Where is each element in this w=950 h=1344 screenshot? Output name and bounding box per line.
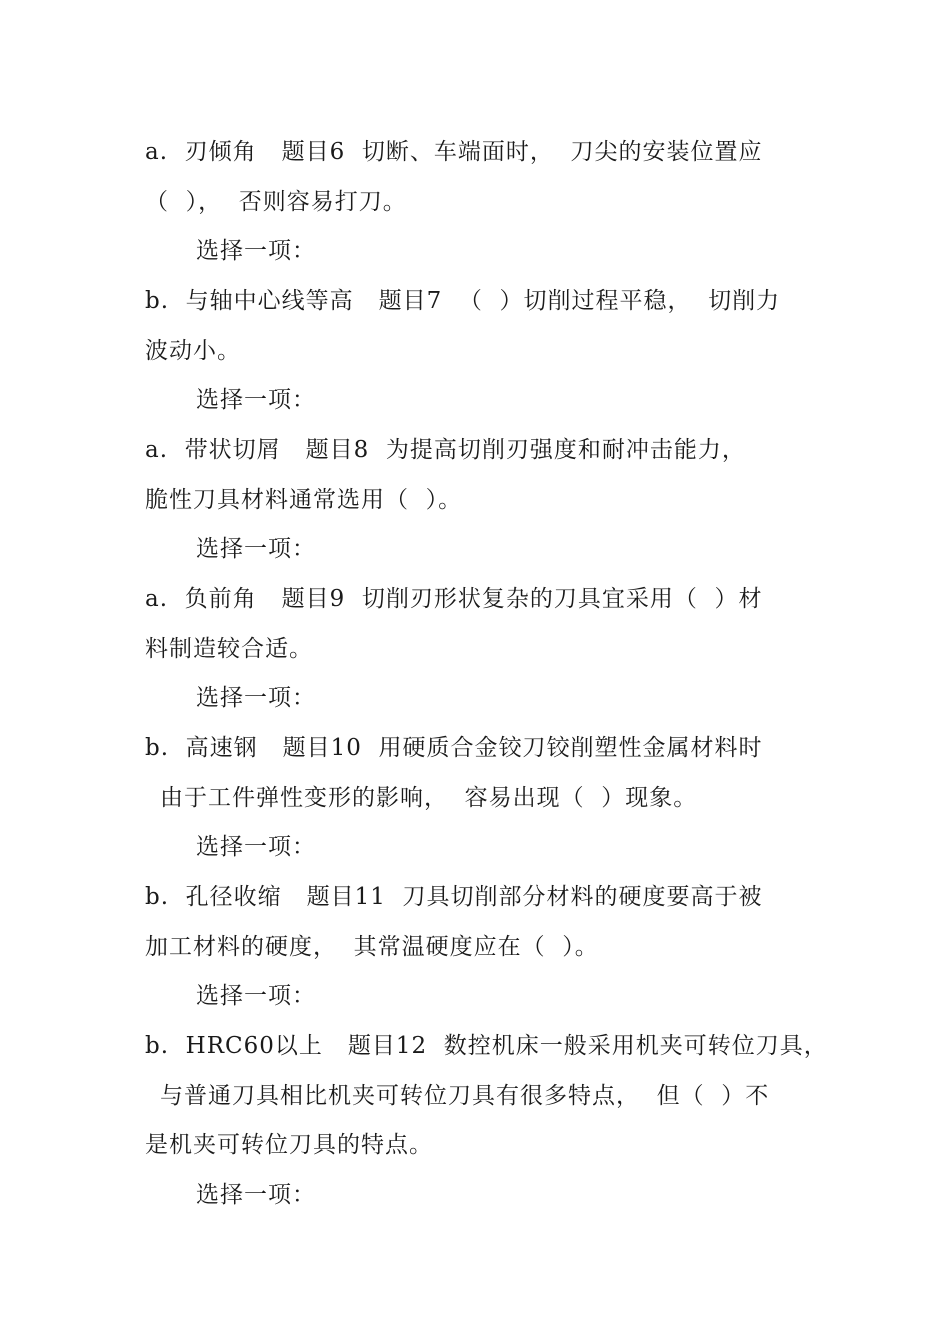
text-line: a. 刃倾角 题目6 切断、车端面时， 刀尖的安装位置应 (145, 139, 763, 165)
text-line: b. 与轴中心线等高 题目7 （ ）切削过程平稳， 切削力 (145, 288, 781, 314)
choose-prompt: 选择一项： (196, 685, 316, 711)
choose-prompt: 选择一项： (196, 238, 316, 264)
text-line: 脆性刀具材料通常选用（ ）。 (145, 487, 463, 513)
choose-prompt: 选择一项： (196, 983, 316, 1009)
choose-prompt: 选择一项： (196, 1182, 316, 1208)
text-line: （ ）， 否则容易打刀。 (145, 189, 407, 215)
text-line: 波动小。 (145, 338, 241, 364)
choose-prompt: 选择一项： (196, 387, 316, 413)
text-line: 由于工件弹性变形的影响， 容易出现（ ）现象。 (160, 785, 698, 811)
text-line: 料制造较合适。 (145, 636, 313, 662)
text-line: 加工材料的硬度， 其常温硬度应在（ ）。 (145, 934, 599, 960)
text-line: b. HRC60以上 题目12 数控机床一般采用机夹可转位刀具， (145, 1033, 828, 1059)
text-line: 与普通刀具相比机夹可转位刀具有很多特点， 但（ ）不 (160, 1083, 770, 1109)
text-line: a. 带状切屑 题目8 为提高切削刃强度和耐冲击能力， (145, 437, 746, 463)
text-line: b. 孔径收缩 题目11 刀具切削部分材料的硬度要高于被 (145, 884, 763, 910)
choose-prompt: 选择一项： (196, 834, 316, 860)
text-line: a. 负前角 题目9 切削刃形状复杂的刀具宜采用（ ）材 (145, 586, 763, 612)
choose-prompt: 选择一项： (196, 536, 316, 562)
text-line: b. 高速钢 题目10 用硬质合金铰刀铰削塑性金属材料时 (145, 735, 763, 761)
text-line: 是机夹可转位刀具的特点。 (145, 1132, 433, 1158)
